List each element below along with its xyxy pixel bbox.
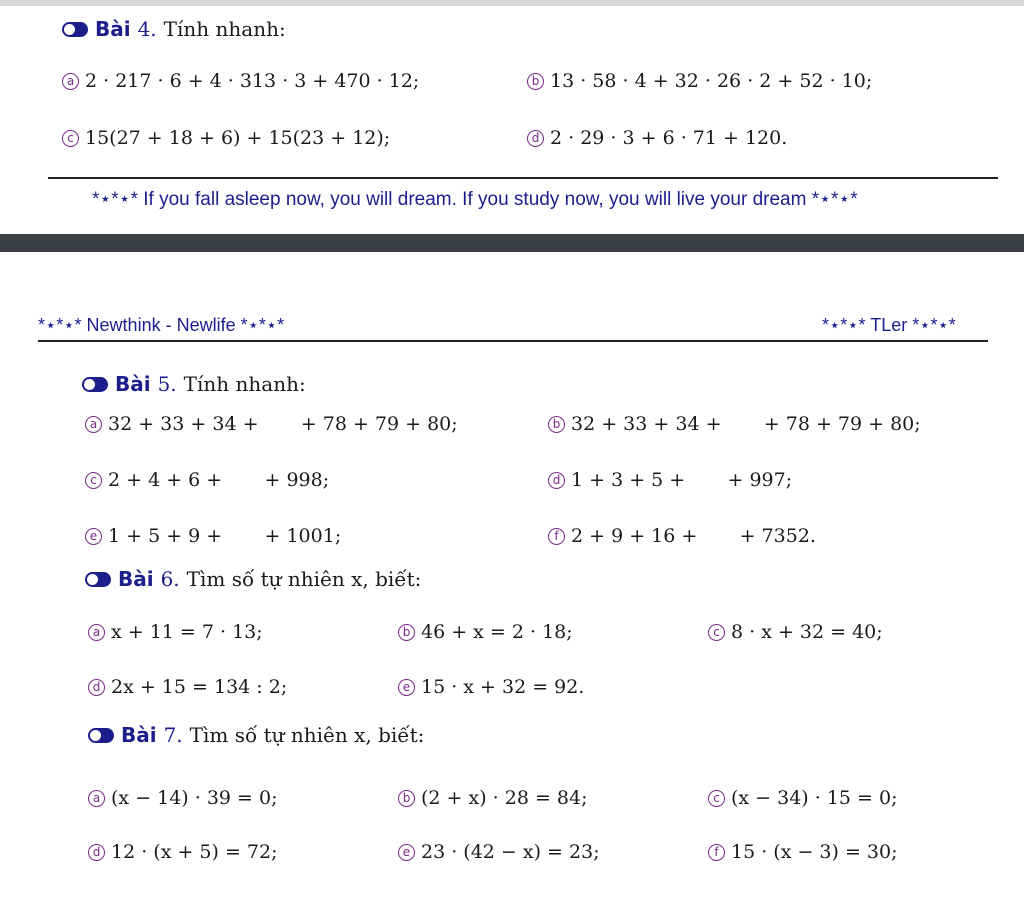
footer-rule xyxy=(48,177,998,179)
bai5-item-e: e 1 + 5 + 9 + + 1001; xyxy=(85,525,341,547)
circled-a-icon: a xyxy=(88,624,105,641)
bai7-title: Tìm số tự nhiên x, biết: xyxy=(189,723,425,747)
bai5-item-c: c 2 + 4 + 6 + + 998; xyxy=(85,469,329,491)
toggle-icon xyxy=(85,572,111,587)
circled-c-icon: c xyxy=(708,790,725,807)
bai7-item-a: a (x − 14) · 39 = 0; xyxy=(88,787,278,809)
bai6-label: Bài 6. xyxy=(118,567,180,591)
bai5-label: Bài 5. xyxy=(115,372,177,396)
circled-a-icon: a xyxy=(88,790,105,807)
circled-c-icon: c xyxy=(62,130,79,147)
bai7-item-b: b (2 + x) · 28 = 84; xyxy=(398,787,588,809)
circled-e-icon: e xyxy=(398,844,415,861)
toggle-icon xyxy=(62,22,88,37)
circled-e-icon: e xyxy=(85,528,102,545)
bai5-item-b: b 32 + 33 + 34 + + 78 + 79 + 80; xyxy=(548,413,921,435)
toggle-icon xyxy=(88,728,114,743)
bai5-heading xyxy=(82,372,306,396)
bai4-title: Tính nhanh: xyxy=(163,17,286,41)
circled-a-icon: a xyxy=(62,73,79,90)
page-top-edge xyxy=(0,0,1024,6)
circled-d-icon: d xyxy=(88,679,105,696)
circled-d-icon: d xyxy=(527,130,544,147)
bai4-heading xyxy=(62,17,286,41)
motivational-quote: *⋆*⋆* If you fall asleep now, you will dream. If you study now, you will live your dream *⋆*⋆* xyxy=(92,189,858,210)
circled-b-icon: b xyxy=(548,416,565,433)
bai4-label: Bài 4. xyxy=(95,17,157,41)
bai5-item-f: f 2 + 9 + 16 + + 7352. xyxy=(548,525,816,547)
bai6-heading xyxy=(85,567,421,591)
bai5-title: Tính nhanh: xyxy=(183,372,306,396)
bai6-item-a: a x + 11 = 7 · 13; xyxy=(88,621,263,643)
toggle-icon xyxy=(82,377,108,392)
page-separator xyxy=(0,234,1024,252)
circled-d-icon: d xyxy=(88,844,105,861)
bai7-heading xyxy=(88,723,424,747)
circled-c-icon: c xyxy=(85,472,102,489)
bai7-item-d: d 12 · (x + 5) = 72; xyxy=(88,841,278,863)
bai4-item-b: b 13 · 58 · 4 + 32 · 26 · 2 + 52 · 10; xyxy=(527,70,872,92)
circled-a-icon: a xyxy=(85,416,102,433)
circled-c-icon: c xyxy=(708,624,725,641)
bai6-item-e: e 15 · x + 32 = 92. xyxy=(398,676,584,698)
circled-f-icon: f xyxy=(548,528,565,545)
bai6-item-d: d 2x + 15 = 134 : 2; xyxy=(88,676,287,698)
circled-b-icon: b xyxy=(398,624,415,641)
bai6-item-b: b 46 + x = 2 · 18; xyxy=(398,621,573,643)
bai4-item-c: c 15(27 + 18 + 6) + 15(23 + 12); xyxy=(62,127,390,149)
page-header-right: *⋆*⋆* TLer *⋆*⋆* xyxy=(822,315,956,335)
bai4-item-a: a 2 · 217 · 6 + 4 · 313 · 3 + 470 · 12; xyxy=(62,70,419,92)
circled-b-icon: b xyxy=(398,790,415,807)
bai6-title: Tìm số tự nhiên x, biết: xyxy=(186,567,422,591)
bai5-item-a: a 32 + 33 + 34 + + 78 + 79 + 80; xyxy=(85,413,458,435)
bai7-item-e: e 23 · (42 − x) = 23; xyxy=(398,841,600,863)
header-rule xyxy=(38,340,988,342)
page-header-left: *⋆*⋆* Newthink - Newlife *⋆*⋆* xyxy=(38,315,285,335)
bai4-item-d: d 2 · 29 · 3 + 6 · 71 + 120. xyxy=(527,127,787,149)
bai7-item-c: c (x − 34) · 15 = 0; xyxy=(708,787,898,809)
circled-e-icon: e xyxy=(398,679,415,696)
bai7-item-f: f 15 · (x − 3) = 30; xyxy=(708,841,898,863)
circled-f-icon: f xyxy=(708,844,725,861)
bai6-item-c: c 8 · x + 32 = 40; xyxy=(708,621,883,643)
circled-b-icon: b xyxy=(527,73,544,90)
bai5-item-d: d 1 + 3 + 5 + + 997; xyxy=(548,469,792,491)
bai7-label: Bài 7. xyxy=(121,723,183,747)
circled-d-icon: d xyxy=(548,472,565,489)
